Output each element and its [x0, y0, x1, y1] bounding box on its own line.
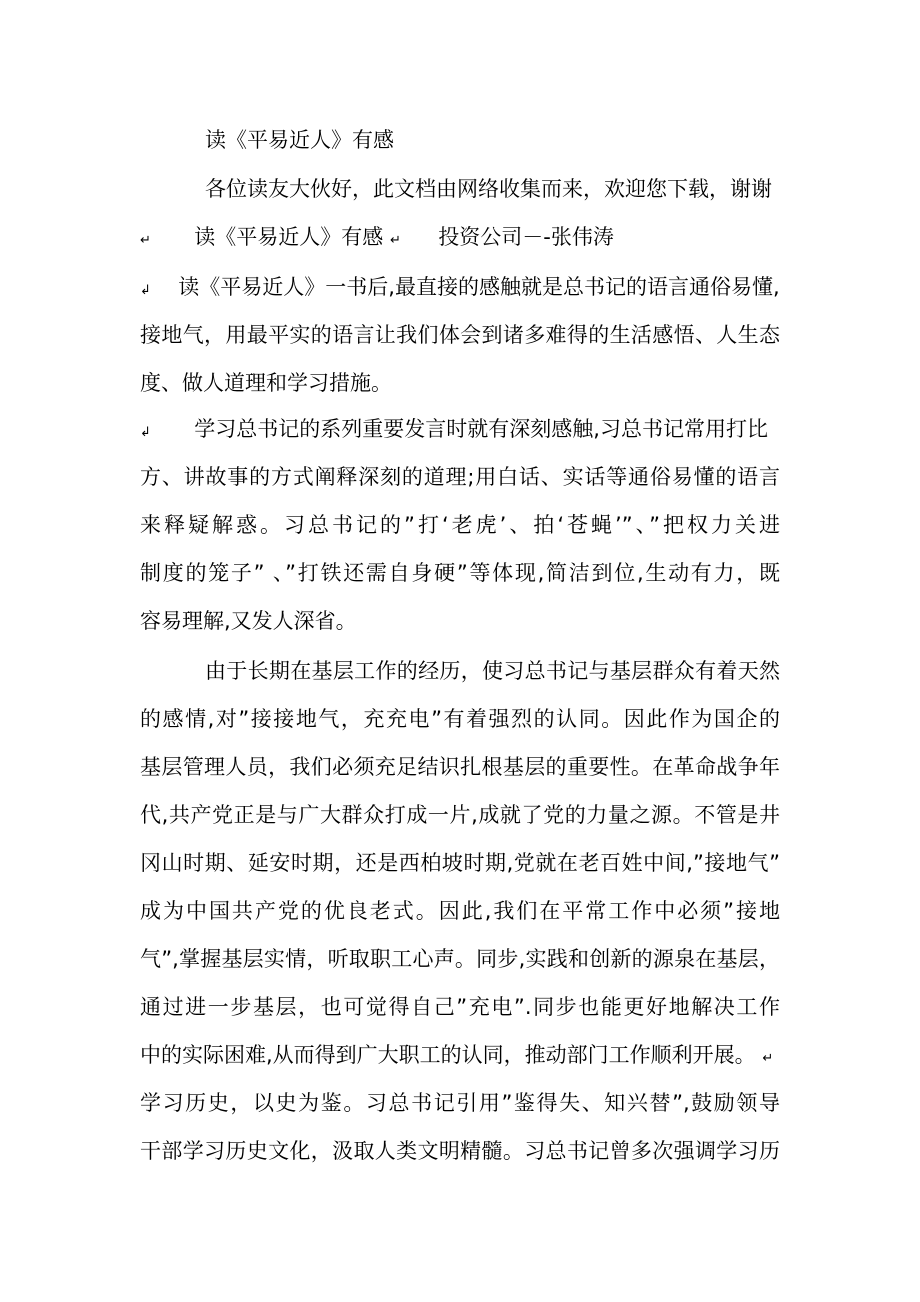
header-author: 投资公司－-张伟涛 — [438, 225, 614, 249]
return-mark-icon: ↲ — [140, 283, 151, 298]
paragraph-line: 容易理解,又发人深省。 — [140, 609, 357, 633]
paragraph-line: 通过进一步基层，也可觉得自己”充电”.同步也能更好地解决工作 — [140, 995, 780, 1019]
paragraph-line: 来释疑解惑。习总书记的”打‘老虎’、拍‘苍蝇’”、”把权力关进 — [140, 513, 780, 537]
paragraph-line: ↲ 学习总书记的系列重要发言时就有深刻感触,习总书记常用打比 — [140, 414, 780, 448]
greeting-line: 各位读友大伙好，此文档由网络收集而来，欢迎您下载，谢谢 — [205, 177, 772, 201]
return-mark-icon: ↵ — [762, 1051, 774, 1066]
paragraph-line: 学习历史，以史为鉴。习总书记引用”鉴得失、知兴替”,鼓励领导 — [140, 1091, 780, 1115]
paragraph-line: ↲ 读《平易近人》一书后,最直接的感触就是总书记的语言通俗易懂, — [140, 272, 780, 306]
paragraph-line: 冈山时期、延安时期，还是西柏坡时期,党就在老百姓中间,”接地气” — [140, 851, 780, 875]
return-mark-icon: ↲ — [140, 425, 151, 440]
return-mark-icon: ↵ — [389, 233, 401, 248]
paragraph-line: 气”,掌握基层实情，听取职工心声。同步,实践和创新的源泉在基层， — [140, 947, 780, 971]
return-mark-icon: ↵ — [140, 233, 151, 248]
paragraph-line: 成为中国共产党的优良老式。因此,我们在平常工作中必须”接地 — [140, 899, 780, 923]
paragraph-line: 的感情,对”接接地气，充充电”有着强烈的认同。因此作为国企的 — [140, 707, 780, 731]
document-title: 读《平易近人》有感 — [205, 128, 394, 152]
paragraph-line: 方、讲故事的方式阐释深刻的道理;用白话、实话等通俗易懂的语言 — [140, 465, 780, 489]
paragraph-line: 基层管理人员，我们必须充足结识扎根基层的重要性。在革命战争年 — [140, 755, 780, 779]
header-title: 读《平易近人》有感 — [194, 225, 384, 249]
paragraph-line: 中的实际困难,从而得到广大职工的认同，推动部门工作顺利开展。 ↵ — [140, 1040, 773, 1074]
paragraph-line: 代,共产党正是与广大群众打成一片,成就了党的力量之源。不管是井 — [140, 803, 780, 827]
paragraph-line: 接地气，用最平实的语言让我们体会到诸多难得的生活感悟、人生态 — [140, 323, 780, 347]
paragraph-line: 由于长期在基层工作的经历，使习总书记与基层群众有着天然 — [205, 659, 780, 683]
paragraph-line: 制度的笼子” 、”打铁还需自身硬”等体现,简洁到位,生动有力，既 — [140, 561, 780, 585]
paragraph-line: 度、做人道理和学习措施。 — [140, 371, 392, 395]
paragraph-line: 干部学习历史文化，汲取人类文明精髓。习总书记曾多次强调学习历 — [140, 1139, 780, 1163]
header-line — [140, 222, 614, 256]
